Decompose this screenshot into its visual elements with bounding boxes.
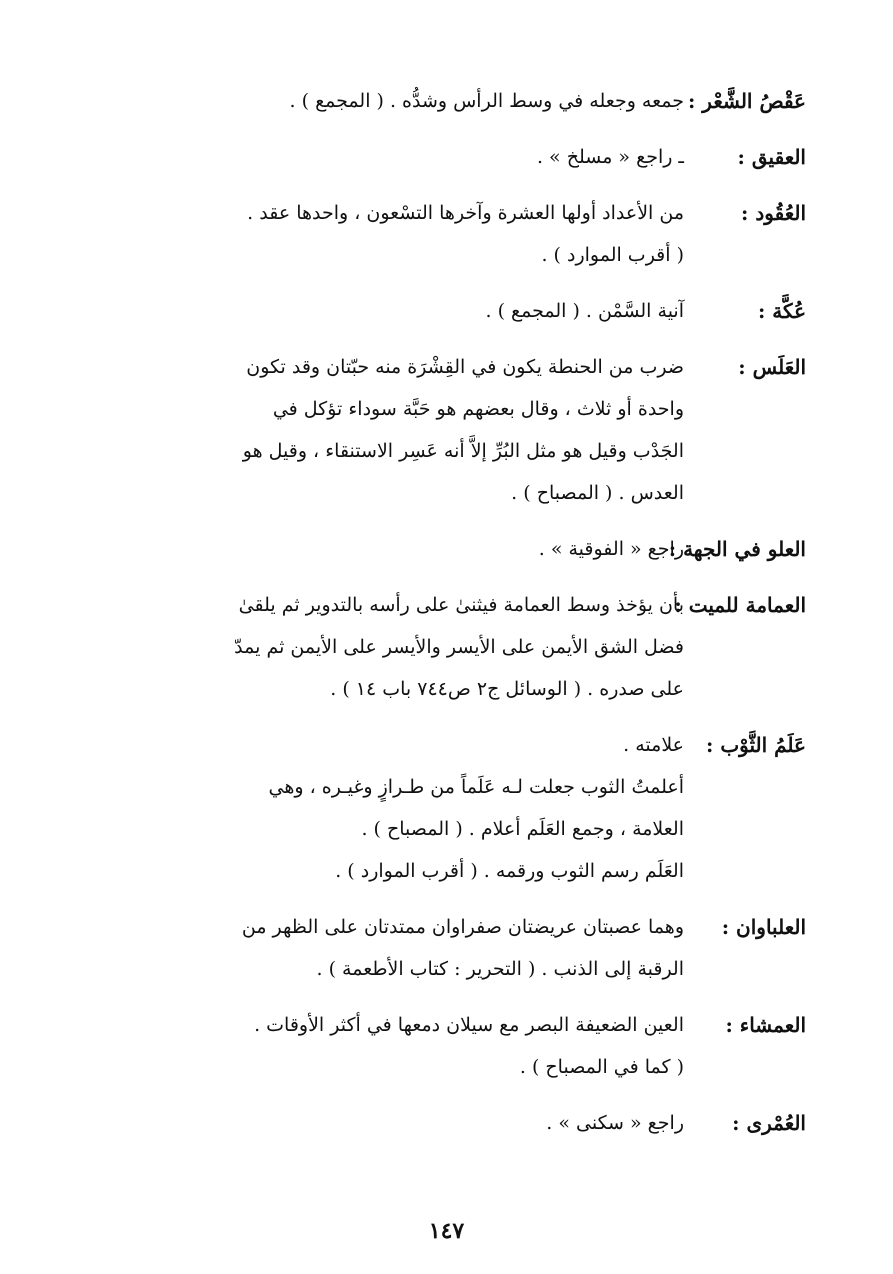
definition-line: العَلَم رسم الثوب ورقمه . ( أقرب الموارد ) . [335, 860, 684, 882]
definition-line: العين الضعيفة البصر مع سيلان دمعها في أكثر الأوقات . [254, 1014, 684, 1036]
entry-definition [88, 80, 684, 122]
entry-term: العمشاء : [725, 1013, 806, 1037]
entry-term: عُكَّة : [757, 299, 806, 323]
definition-line: علامته . [623, 734, 684, 756]
entry-ukka [88, 290, 806, 332]
definition-line: وهما عصبتان عريضتان صفراوان ممتدتان على الظهر من [241, 916, 684, 938]
entry-term: العلو في الجهة : [668, 537, 806, 561]
entry-term: العقيق : [737, 145, 806, 169]
definition-line: ـ راجع « مسلخ » . [536, 146, 684, 168]
page-number: ١٤٧ [428, 1218, 465, 1244]
definition-line: فضل الشق الأيمن على الأيسر والأيسر على الأيمن ثم يمدّ [234, 636, 684, 658]
entry-al-imama [88, 584, 806, 710]
entry-al-ilbawan [88, 906, 806, 990]
definition-line: ضرب من الحنطة يكون في القِشْرَة منه حبّتان وقد تكون [246, 356, 684, 378]
definition-line: واحدة أو ثلاث ، وقال بعضهم هو حَبَّة سوداء تؤكل في [272, 398, 684, 420]
entry-definition [88, 136, 684, 178]
entry-al-uqud [88, 192, 806, 276]
definition-line: الجَدْب وقيل هو مثل البُرِّ إلاَّ أنه عَسِر الاستنقاء ، وقيل هو [242, 440, 684, 462]
entry-al-amsha [88, 1004, 806, 1088]
entry-alam-al-thawb [88, 724, 806, 892]
definition-line: الرقبة إلى الذنب . ( التحرير : كتاب الأطعمة ) . [316, 958, 684, 980]
definition-line: ( كما في المصباح ) . [519, 1056, 684, 1078]
definition-line: آنية السَّمْن . ( المجمع ) . [485, 300, 684, 322]
definition-line: على صدره . ( الوسائل ج٢ ص٧٤٤ باب ١٤ ) . [330, 678, 684, 700]
definition-line: من الأعداد أولها العشرة وآخرها التسْعون ، واحدها عقد . [247, 202, 684, 224]
entry-term: عَلَمُ الثَّوْب : [705, 733, 806, 757]
entry-definition [88, 290, 684, 332]
definition-line: راجع « الفوقية » . [538, 538, 684, 560]
entry-definition [88, 528, 684, 570]
entry-al-umra [88, 1102, 806, 1144]
entry-term: العلباوان : [721, 915, 806, 939]
entry-definition [88, 906, 684, 990]
definition-line: ( أقرب الموارد ) . [541, 244, 684, 266]
entry-term: العمامة للميت : [674, 593, 806, 617]
entry-definition [88, 192, 684, 276]
entries-list [88, 80, 806, 1158]
entry-definition [88, 584, 684, 710]
entry-term: العُقُود : [741, 201, 806, 225]
entry-al-alas [88, 346, 806, 514]
entry-term: عَقْصُ الشَّعْر : [687, 89, 806, 113]
entry-al-aqiq [88, 136, 806, 178]
definition-line: بأن يؤخذ وسط العمامة فيثنىٰ على رأسه بالتدوير ثم يلقىٰ [238, 594, 684, 616]
entry-definition [88, 346, 684, 514]
entry-definition [88, 1102, 684, 1144]
entry-aqs-al-shaar [88, 80, 806, 122]
entry-definition [88, 724, 684, 892]
definition-line: العلامة ، وجمع العَلَم أعلام . ( المصباح ) . [361, 818, 684, 840]
definition-line: راجع « سكنى » . [546, 1112, 684, 1134]
entry-term: العَلَس : [738, 355, 806, 379]
definition-line: أعلمتُ الثوب جعلت لـه عَلَماً من طـرازٍ وغيـره ، وهي [268, 776, 684, 798]
entry-term: العُمْرى : [732, 1111, 806, 1135]
definition-line: جمعه وجعله في وسط الرأس وشدُّه . ( المجمع ) . [289, 90, 684, 112]
entry-definition [88, 1004, 684, 1088]
definition-line: العدس . ( المصباح ) . [511, 482, 684, 504]
entry-al-uluw [88, 528, 806, 570]
